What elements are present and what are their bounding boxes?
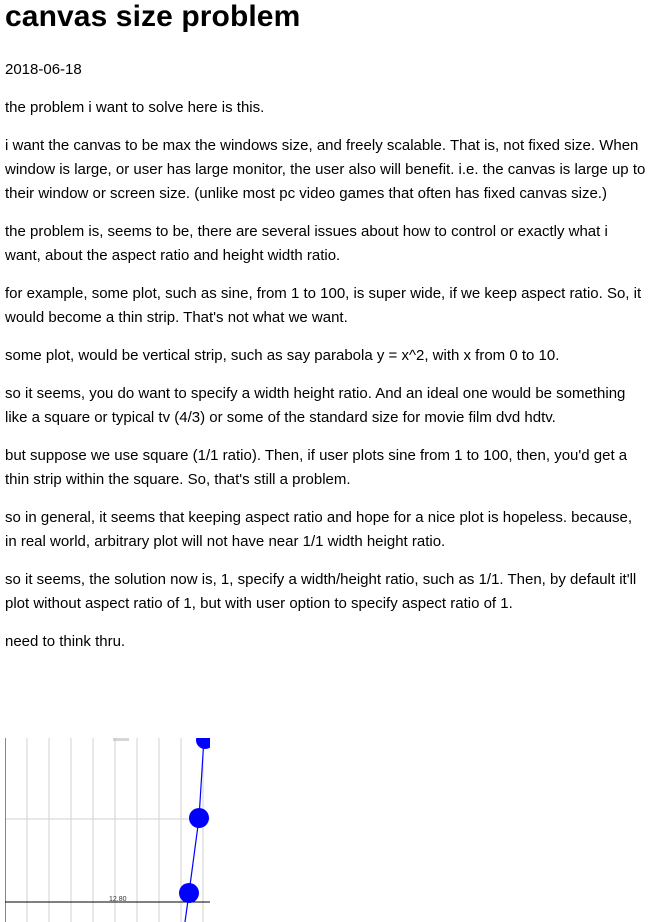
paragraph-10: need to think thru. [5,633,126,650]
top-tick-label [113,738,129,741]
article [5,0,647,654]
data-point [179,883,199,903]
paragraph-2: i want the canvas to be max the windows size, and freely scalable. That is, not fixed size. When window is large, or user has large monitor, the user also will benefit. i.e. the canvas is large up to their window or screen size. (unlike most pc video games that often has fixed canvas size.) [5,137,646,202]
paragraph-1: the problem i want to solve here is this. [5,99,265,116]
paragraph-5: some plot, would be vertical strip, such as say parabola y = x^2, with x from 0 to 10. [5,347,560,364]
tick-label: 12.80 [109,896,127,903]
vertical-gridlines [27,738,203,922]
paragraph-8: so in general, it seems that keeping aspect ratio and hope for a nice plot is hopeless. because, in real world, arbitrary plot will not have near 1/1 width height ratio. [5,509,633,550]
post-date: 2018-06-18 [5,61,82,78]
plot-canvas [5,738,210,922]
plot-figure [5,738,210,922]
page-title: canvas size problem [5,0,301,33]
paragraph-6: so it seems, you do want to specify a width height ratio. And an ideal one would be something like a square or typical tv (4/3) or some of the standard size for movie film dvd hdtv. [5,385,626,426]
paragraph-9: so it seems, the solution now is, 1, specify a width/height ratio, such as 1/1. Then, by default it'll plot without aspect ratio of 1, but with user option to specify aspect ratio of 1. [5,571,637,612]
paragraph-7: but suppose we use square (1/1 ratio). Then, if user plots sine from 1 to 100, then, you'd get a thin strip within the square. So, that's still a problem. [5,447,628,488]
data-point [196,738,210,749]
paragraph-3: the problem is, seems to be, there are several issues about how to control or exactly what i want, about the aspect ratio and height width ratio. [5,223,608,264]
paragraph-4: for example, some plot, such as sine, from 1 to 100, is super wide, if we keep aspect ratio. So, it would become a thin strip. That's not what we want. [5,285,642,326]
data-point [189,808,209,828]
